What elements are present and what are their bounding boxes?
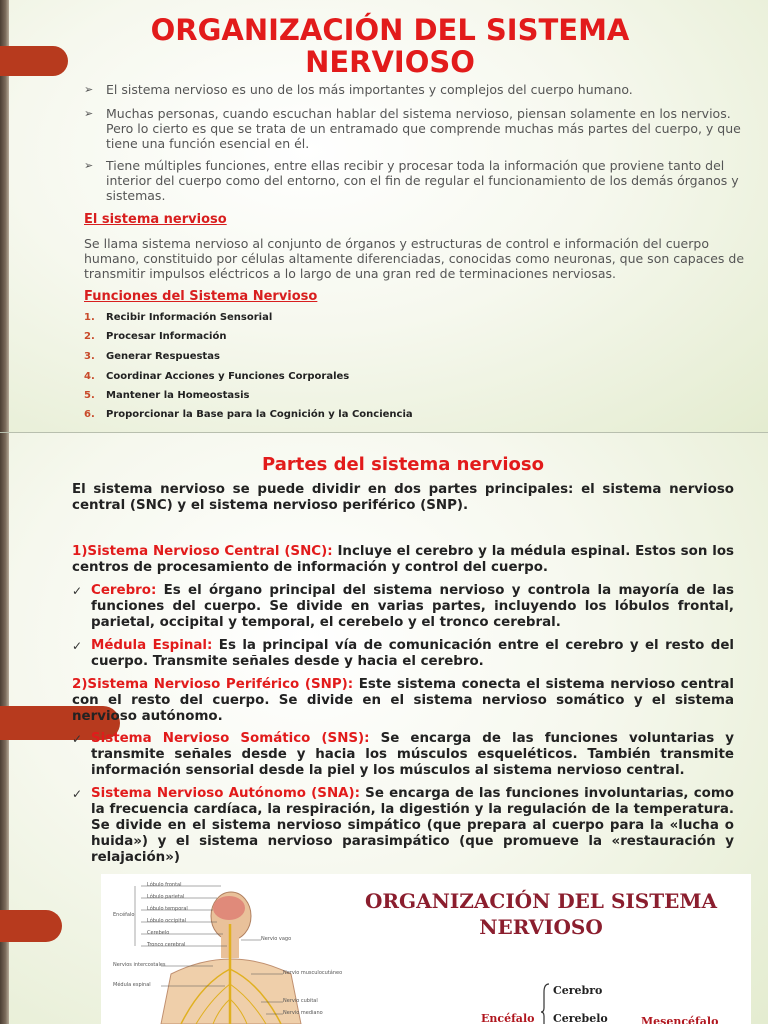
slide-1 (0, 0, 768, 432)
snp-paragraph: 2)Sistema Nervioso Periférico (SNP): Este sistema conecta el sistema nervioso central con el resto del cuerpo. Se divide en el sistema nervioso somático y el sistema nervioso autónomo. (72, 677, 734, 724)
sns-item: ✓ Sistema Nervioso Somático (SNS): Se encarga de las funciones voluntarias y transmite señales desde y hacia los músculos esqueléticos. También transmite información sensorial desde la piel y los músculos al sistema nervioso central. (72, 731, 734, 778)
figure-label-encefalo: Encéfalo (481, 1012, 535, 1024)
figure-label: Lóbulo temporal (147, 906, 188, 912)
figure-label: Nervios intercostales (113, 962, 166, 968)
figure-label: Encéfalo (113, 912, 135, 918)
slide-title: ORGANIZACIÓN DEL SISTEMA NERVIOSO (150, 13, 630, 79)
function-item: 4. Coordinar Acciones y Funciones Corporales (84, 371, 350, 382)
brace-icon (541, 982, 551, 1024)
bullet-item: ➢ El sistema nervioso es uno de los más importantes y complejos del cuerpo humano. (84, 82, 633, 97)
snc-paragraph: 1)Sistema Nervioso Central (SNC): Incluye el cerebro y la médula espinal. Estos son los centros de procesamiento de información y control del cuerpo. (72, 544, 734, 575)
figure-label: Lóbulo occipital (147, 918, 187, 924)
figure-label: Nervio vago (261, 936, 292, 942)
arrow-bullet-icon: ➢ (84, 83, 94, 96)
section-heading: Funciones del Sistema Nervioso (84, 289, 318, 304)
arrow-bullet-icon: ➢ (84, 159, 94, 172)
function-item: 2. Procesar Información (84, 331, 227, 342)
figure-label-cerebelo: Cerebelo (553, 1012, 608, 1024)
figure-label: Lóbulo frontal (147, 882, 182, 888)
figure-label: Nervio cubital (283, 998, 318, 1004)
function-item: 6. Proporcionar la Base para la Cognición y la Conciencia (84, 409, 413, 420)
figure-label: Nervio musculocutáneo (283, 970, 343, 976)
medula-item: ✓ Médula Espinal: Es la principal vía de comunicación entre el cerebro y el resto del cuerpo. Transmite señales desde y hacia el cerebro. (72, 638, 734, 669)
bullet-item: ➢ Tiene múltiples funciones, entre ellas recibir y procesar toda la información que proviene tanto del interior del cuerpo como del entorno, con el fin de regular el funcionamiento de los demás órganos y sistemas. (84, 158, 739, 203)
function-item: 5. Mantener la Homeostasis (84, 390, 250, 401)
checkmark-icon: ✓ (72, 787, 83, 801)
figure-label-mesencefalo: Mesencéfalo (641, 1015, 719, 1024)
nervous-system-figure (101, 874, 751, 1024)
slide-title: Partes del sistema nervioso (262, 454, 544, 475)
figure-label: Lóbulo parietal (147, 894, 185, 900)
slide-tab-decoration (0, 46, 68, 76)
figure-label-cerebro: Cerebro (553, 984, 603, 997)
checkmark-icon: ✓ (72, 584, 83, 598)
figure-label: Nervio mediano (283, 1010, 323, 1016)
checkmark-icon: ✓ (72, 639, 83, 653)
function-item: 3. Generar Respuestas (84, 351, 220, 362)
sna-item: ✓ Sistema Nervioso Autónomo (SNA): Se encarga de las funciones involuntarias, como la frecuencia cardíaca, la respiración, la digestión y la regulación de la temperatura. Se divide en el sistema nervioso simpático (que prepara al cuerpo para la «lucha o huida») y el sistema nervioso parasimpático (que promueve la «restauración y relajación») (72, 786, 734, 865)
section-paragraph: Se llama sistema nervioso al conjunto de órganos y estructuras de control e información del cuerpo humano, constituido por células altamente diferenciadas, conocidas como neuronas, que son capaces de transmitir impulsos eléctricos a lo largo de una gran red de terminaciones nerviosas. (84, 236, 745, 281)
section-heading: El sistema nervioso (84, 212, 227, 227)
figure-label: Tronco cerebral (147, 942, 186, 948)
figure-label: Médula espinal (113, 982, 151, 988)
slide-tab-decoration (0, 910, 62, 942)
figure-label: Cerebelo (147, 930, 170, 936)
figure-title: ORGANIZACIÓN DEL SISTEMA NERVIOSO (365, 889, 717, 939)
intro-paragraph: El sistema nervioso se puede dividir en dos partes principales: el sistema nervioso central (SNC) y el sistema nervioso periférico (SNP). (72, 482, 734, 513)
checkmark-icon: ✓ (72, 732, 83, 746)
bullet-item: ➢ Muchas personas, cuando escuchan hablar del sistema nervioso, piensan solamente en los nervios. Pero lo cierto es que se trata de un entramado que comprende muchas más partes del cuerpo, y que tiene una función esencial en él. (84, 106, 741, 151)
function-item: 1. Recibir Información Sensorial (84, 312, 273, 323)
arrow-bullet-icon: ➢ (84, 107, 94, 120)
cerebro-item: ✓ Cerebro: Es el órgano principal del sistema nervioso y controla la mayoría de las funciones del cuerpo. Se divide en varias partes, incluyendo los lóbulos frontal, parietal, occipital y temporal, el cerebelo y el tronco cerebral. (72, 583, 734, 630)
